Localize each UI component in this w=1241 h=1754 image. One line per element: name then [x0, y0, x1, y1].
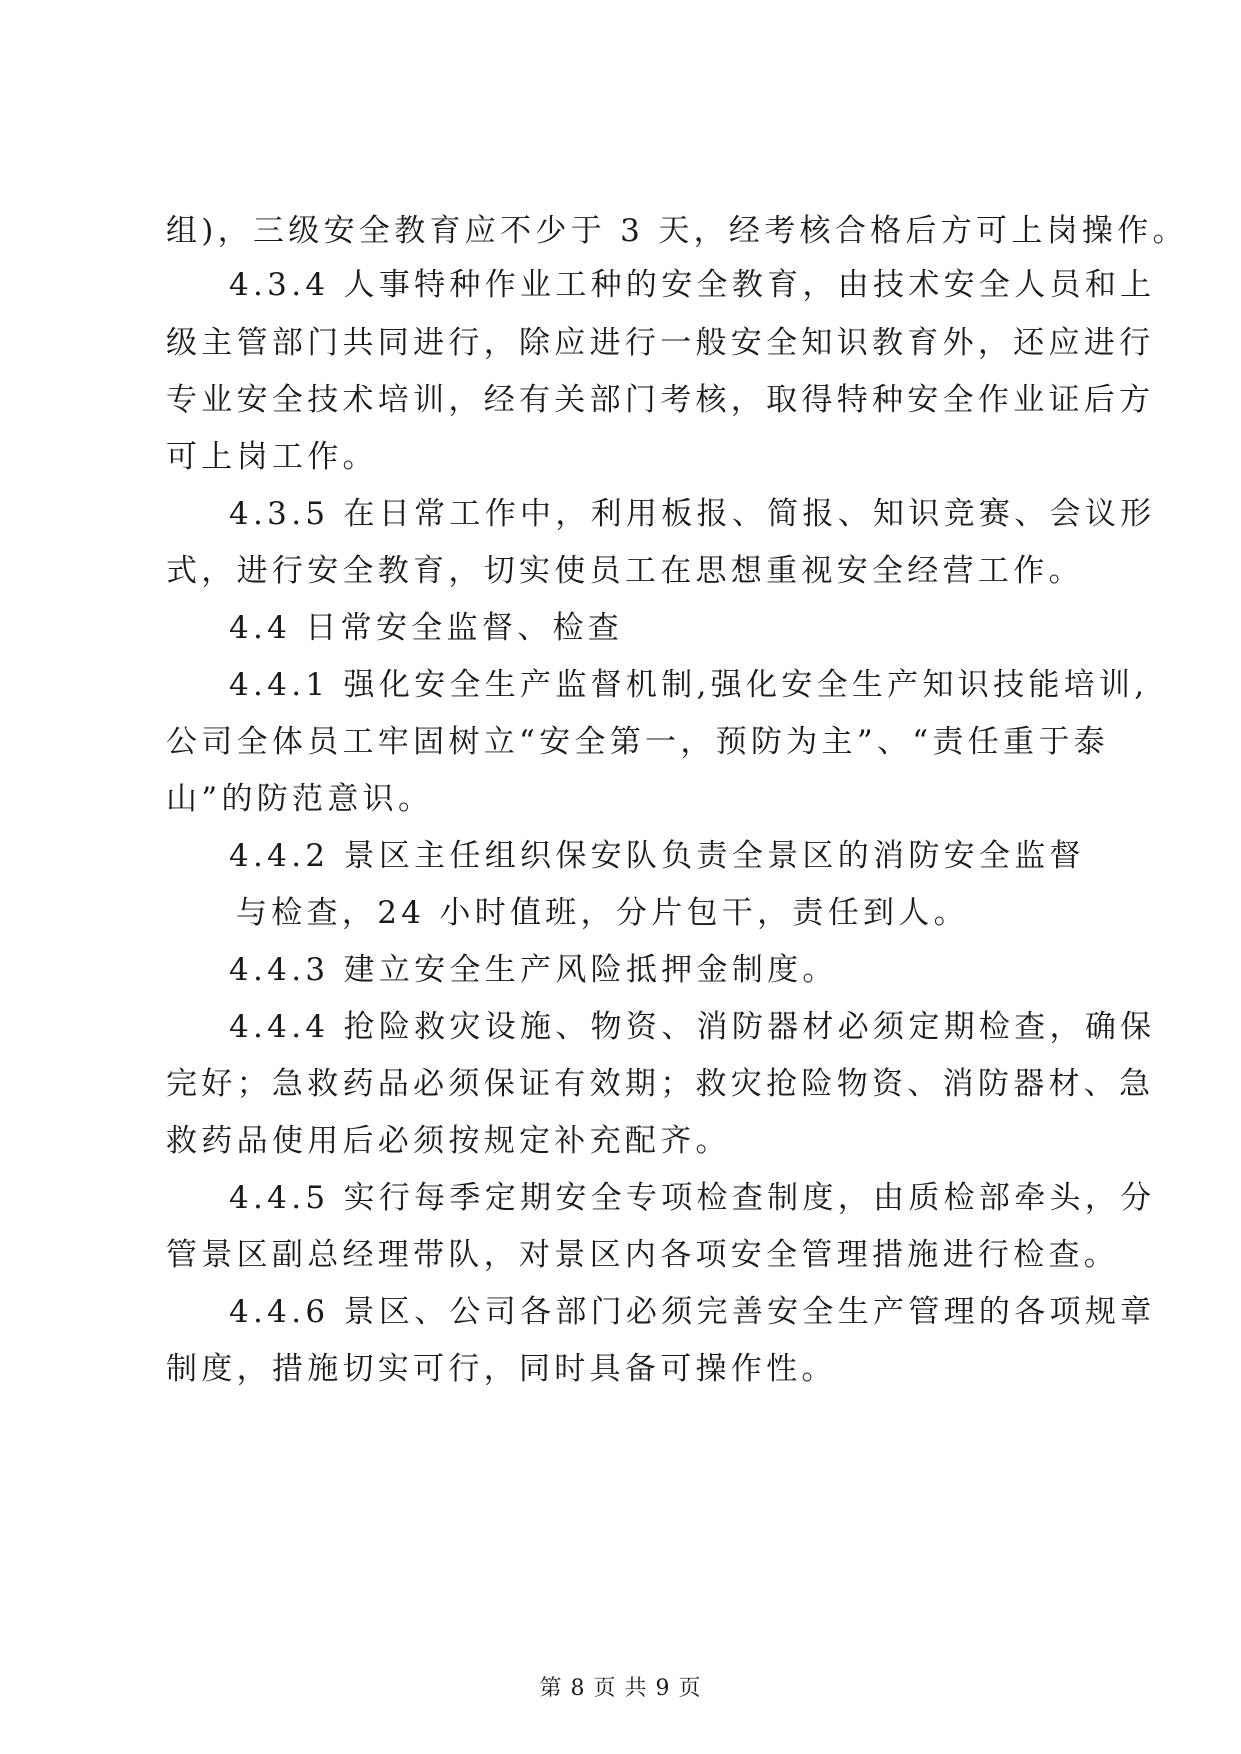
text-line-20: 4.4.6 景区、公司各部门必须完善安全生产管理的各项规章 — [229, 1294, 1156, 1330]
page-footer: 第 8 页 共 9 页 — [539, 1676, 702, 1701]
text-line-13: 与检查，24 小时值班，分片包干，责任到人。 — [236, 895, 969, 931]
text-line-10: 公司全体员工牢固树立“安全第一，预防为主”、“责任重于泰 — [166, 724, 1109, 760]
text-line-19: 管景区副总经理带队，对景区内各项安全管理措施进行检查。 — [166, 1237, 1120, 1273]
text-line-4: 专业安全技术培训，经有关部门考核，取得特种安全作业证后方 — [166, 382, 1155, 418]
text-line-8: 4.4 日常安全监督、检查 — [229, 610, 624, 646]
text-line-15: 4.4.4 抢险救灾设施、物资、消防器材必须定期检查，确保 — [229, 1009, 1156, 1045]
text-line-1: 组)，三级安全教育应不少于 3 天，经考核合格后方可上岗操作。 — [166, 213, 1188, 249]
text-line-3: 级主管部门共同进行，除应进行一般安全知识教育外，还应进行 — [166, 325, 1155, 361]
text-line-14: 4.4.3 建立安全生产风险抵押金制度。 — [229, 952, 838, 988]
text-line-16: 完好；急救药品必须保证有效期；救灾抢险物资、消防器材、急 — [166, 1066, 1155, 1102]
text-line-7: 式，进行安全教育，切实使员工在思想重视安全经营工作。 — [166, 553, 1084, 589]
text-line-18: 4.4.5 实行每季定期安全专项检查制度，由质检部牵头，分 — [229, 1180, 1156, 1216]
text-line-9: 4.4.1 强化安全生产监督机制,强化安全生产知识技能培训, — [229, 667, 1149, 703]
text-line-12: 4.4.2 景区主任组织保安队负责全景区的消防安全监督 — [229, 838, 1085, 874]
text-line-11: 山”的防范意识。 — [166, 781, 434, 817]
text-line-2: 4.3.4 人事特种作业工种的安全教育，由技术安全人员和上 — [229, 267, 1156, 303]
text-line-21: 制度，措施切实可行，同时具备可操作性。 — [166, 1351, 837, 1387]
text-line-5: 可上岗工作。 — [166, 439, 378, 475]
text-line-6: 4.3.5 在日常工作中，利用板报、简报、知识竞赛、会议形 — [229, 496, 1156, 532]
text-line-17: 救药品使用后必须按规定补充配齐。 — [166, 1123, 731, 1159]
